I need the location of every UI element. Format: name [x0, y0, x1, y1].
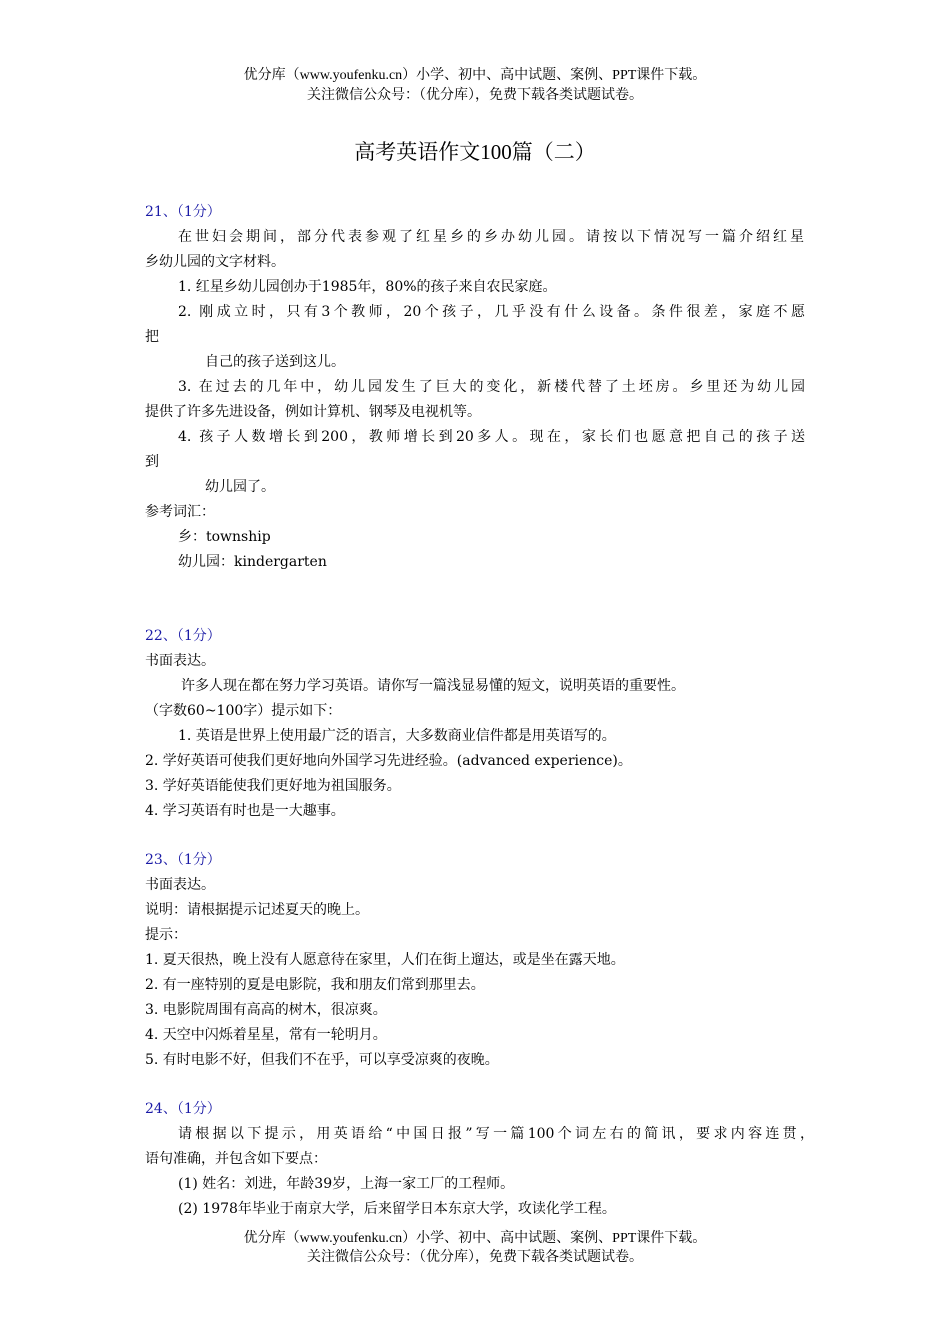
header-line-2: 关注微信公众号：（优分库），免费下载各类试题试卷。: [307, 88, 643, 103]
q24-paragraph-line-1: 请根据以下提示，用英语给“中国日报”写一篇100个词左右的简讯，要求内容连贯，: [178, 1126, 814, 1142]
q22-type: 书面表达。: [145, 653, 215, 669]
q24-item-1: (1) 姓名：刘进，年龄39岁，上海一家工厂的工程师。: [178, 1176, 515, 1192]
q22-item-2: 2. 学好英语可使我们更好地向外国学习先进经验。(advanced experience)。: [145, 753, 632, 769]
question-22-number: 22、（1分）: [145, 628, 221, 644]
question-23-number: 23、（1分）: [145, 852, 221, 868]
footer-line-2: 关注微信公众号：（优分库），免费下载各类试题试卷。: [307, 1250, 643, 1265]
q21-item-4-line-1: 4. 孩子人数增长到200，教师增长到20多人。现在，家长们也愿意把自己的孩子送: [178, 429, 805, 445]
q24-item-2: (2) 1978年毕业于南京大学，后来留学日本东京大学，攻读化学工程。: [178, 1201, 616, 1217]
q21-item-3-line-2: 提供了许多先进设备，例如计算机、钢琴及电视机等。: [145, 404, 481, 420]
q22-item-1: 1. 英语是世界上使用最广泛的语言，大多数商业信件都是用英语写的。: [178, 728, 616, 744]
q21-item-4-line-2: 到: [145, 454, 159, 470]
q23-type: 书面表达。: [145, 877, 215, 893]
q23-item-5: 5. 有时电影不好，但我们不在乎，可以享受凉爽的夜晚。: [145, 1052, 499, 1068]
q21-item-1: 1. 红星乡幼儿园创办于1985年，80%的孩子来自农民家庭。: [178, 279, 557, 295]
q22-item-3: 3. 学好英语能使我们更好地为祖国服务。: [145, 778, 401, 794]
q24-paragraph-line-2: 语句准确，并包含如下要点：: [145, 1151, 327, 1167]
q21-item-2-line-2: 把: [145, 329, 159, 345]
q21-vocab-1: 乡：township: [178, 529, 271, 545]
q21-paragraph-line-1: 在世妇会期间，部分代表参观了红星乡的乡办幼儿园。请按以下情况写一篇介绍红星: [178, 229, 804, 245]
q22-item-4: 4. 学习英语有时也是一大趣事。: [145, 803, 345, 819]
q21-item-2-line-1: 2. 刚成立时，只有3个教师，20个孩子，几乎没有什么设备。条件很差，家庭不愿: [178, 304, 805, 320]
q21-vocab-2: 幼儿园：kindergarten: [178, 554, 327, 570]
q21-item-2-line-3: 自己的孩子送到这儿。: [205, 354, 345, 370]
q22-paragraph-line-2: （字数60~100字）提示如下：: [145, 703, 342, 719]
q23-item-4: 4. 天空中闪烁着星星，常有一轮明月。: [145, 1027, 387, 1043]
q21-vocab-heading: 参考词汇：: [145, 504, 215, 520]
q23-item-1: 1. 夏天很热，晚上没有人愿意待在家里，人们在街上遛达，或是坐在露天地。: [145, 952, 625, 968]
question-21-number: 21、（1分）: [145, 204, 221, 220]
q21-item-4-line-3: 幼儿园了。: [205, 479, 275, 495]
q21-item-3-line-1: 3. 在过去的几年中，幼儿园发生了巨大的变化，新楼代替了土坯房。乡里还为幼儿园: [178, 379, 805, 395]
question-24-number: 24、（1分）: [145, 1101, 221, 1117]
q22-paragraph-line-1: 许多人现在都在努力学习英语。请你写一篇浅显易懂的短文，说明英语的重要性。: [181, 678, 685, 694]
q23-description: 说明：请根据提示记述夏天的晚上。: [145, 902, 369, 918]
q21-paragraph-line-2: 乡幼儿园的文字材料。: [145, 254, 285, 270]
footer-line-1: 优分库（www.youfenku.cn）小学、初中、高中试题、案例、PPT课件下载。: [243, 1231, 707, 1246]
q23-item-3: 3. 电影院周围有高高的树木，很凉爽。: [145, 1002, 387, 1018]
page-title: 高考英语作文100篇（二）: [354, 140, 596, 164]
header-line-1: 优分库（www.youfenku.cn）小学、初中、高中试题、案例、PPT课件下载。: [243, 68, 707, 83]
q23-hint-heading: 提示：: [145, 927, 187, 943]
q23-item-2: 2. 有一座特别的夏是电影院，我和朋友们常到那里去。: [145, 977, 485, 993]
